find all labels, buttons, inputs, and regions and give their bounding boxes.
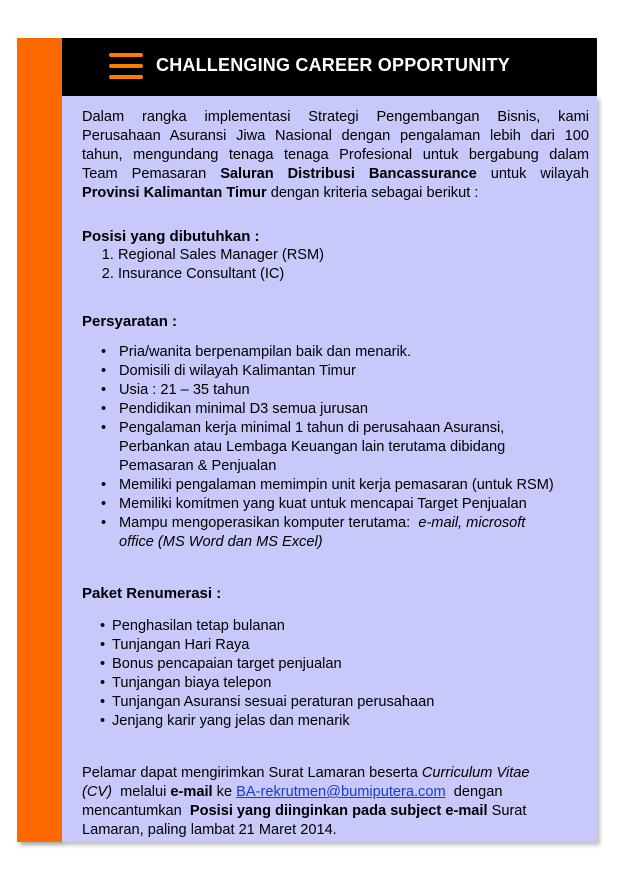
- list-item: • Pendidikan minimal D3 semua jurusan: [82, 400, 589, 419]
- closing-text: ke: [216, 784, 233, 800]
- list-item: 2. Insurance Consultant (IC): [118, 265, 589, 284]
- list-item: • Memiliki komitmen yang kuat untuk mencapai Target Penjualan: [82, 495, 589, 514]
- list-item: • Tunjangan biaya telepon: [82, 674, 589, 693]
- closing-text: dengan: [453, 784, 503, 800]
- list-item: • Pria/wanita berpenampilan baik dan menarik.: [82, 343, 589, 362]
- closing-text: Surat: [491, 803, 527, 819]
- menu-icon: [109, 53, 143, 79]
- closing-italic: (CV): [82, 784, 112, 800]
- intro-line: Perusahaan Asuransi Jiwa Nasional dengan pengalaman lebih dari 100: [82, 128, 589, 144]
- item-line: Pemasaran & Penjualan: [119, 458, 277, 474]
- item-line: Pengalaman kerja minimal 1 tahun di perusahaan Asuransi,: [119, 420, 505, 436]
- list-item: • Penghasilan tetap bulanan: [82, 617, 589, 636]
- list-item: 1. Regional Sales Manager (RSM): [118, 246, 589, 265]
- closing-text: Pelamar dapat mengirimkan Surat Lamaran beserta: [82, 765, 418, 781]
- requirements-heading: Persyaratan :: [82, 313, 178, 330]
- email-link[interactable]: BA-rekrutmen@bumiputera.com: [236, 784, 446, 800]
- list-item: • Usia : 21 – 35 tahun: [82, 381, 589, 400]
- list-item: • Tunjangan Hari Raya: [82, 636, 589, 655]
- intro-line: tahun, mengundang tenaga tenaga Profesional untuk bergabung dalam: [82, 147, 589, 163]
- closing-line: [82, 783, 589, 802]
- closing-bold: e-mail: [170, 784, 213, 800]
- closing-italic: Curriculum Vitae: [421, 765, 530, 781]
- list-item: • Memiliki pengalaman memimpin unit kerja pemasaran (untuk RSM): [82, 476, 589, 495]
- closing-text: mencantumkan: [82, 803, 182, 819]
- closing-line: Lamaran, paling lambat 21 Maret 2014.: [82, 822, 337, 838]
- requirements-list: [82, 343, 589, 552]
- list-item: [82, 514, 589, 552]
- package-list: [82, 617, 589, 731]
- job-ad-body: [82, 108, 589, 840]
- item-line: Perbankan atau Lembaga Keuangan lain terutama dibidang: [119, 439, 506, 455]
- intro-line: [82, 165, 589, 184]
- header-bar: [62, 38, 597, 96]
- orange-side-bar: [17, 38, 62, 842]
- closing-line: [82, 764, 589, 783]
- positions-list: [82, 246, 589, 284]
- intro-text: dengan kriteria sebagai berikut :: [270, 185, 479, 201]
- item-line: Mampu mengoperasikan komputer terutama:: [119, 515, 411, 531]
- intro-text: Team Pemasaran: [82, 166, 207, 182]
- list-item: • Jenjang karir yang jelas dan menarik: [82, 712, 589, 731]
- region-name: Provinsi Kalimantan Timur: [82, 185, 267, 201]
- item-line-italic: e-mail, microsoft: [418, 515, 526, 531]
- intro-line: Dalam rangka implementasi Strategi Pengembangan Bisnis, kami: [82, 109, 589, 125]
- closing-text: melalui: [120, 784, 167, 800]
- list-item: • Bonus pencapaian target penjualan: [82, 655, 589, 674]
- list-item: [82, 419, 589, 476]
- closing-paragraph: [82, 764, 589, 840]
- intro-line: [82, 184, 589, 203]
- intro-text: untuk wilayah: [490, 166, 589, 182]
- page-title: CHALLENGING CAREER OPPORTUNITY: [156, 55, 511, 75]
- package-heading: Paket Renumerasi :: [82, 585, 222, 602]
- positions-heading: Posisi yang dibutuhkan :: [82, 228, 260, 245]
- intro-paragraph: [82, 108, 589, 203]
- list-item: • Tunjangan Asuransi sesuai peraturan perusahaan: [82, 693, 589, 712]
- item-line-italic: office (MS Word dan MS Excel): [119, 534, 323, 550]
- closing-line: [82, 802, 589, 821]
- list-item: • Domisili di wilayah Kalimantan Timur: [82, 362, 589, 381]
- closing-bold: Posisi yang diinginkan pada subject e-mail: [189, 803, 488, 819]
- channel-name: Saluran Distribusi Bancassurance: [220, 166, 477, 182]
